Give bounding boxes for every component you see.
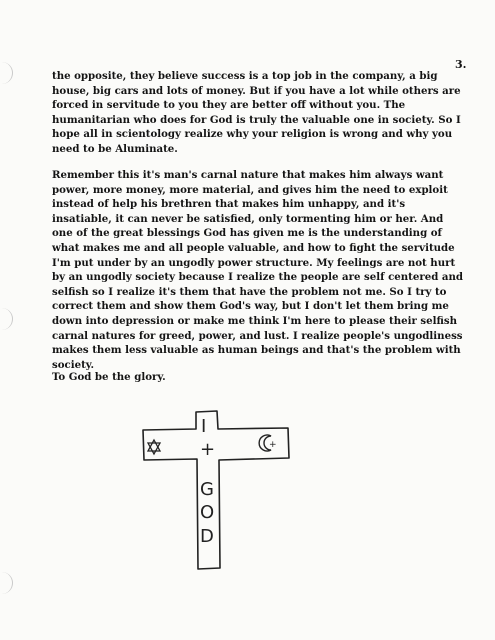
cross-letter: I: [201, 416, 207, 437]
hole-punch-mark: [0, 572, 13, 594]
hole-punch-mark: [0, 308, 13, 330]
paragraph-2: Remember this it's man's carnal nature that makes him always want power, more money, more material, and gives him the need to exploit instead of help his brethren that makes him unhappy, and it's insatiable, it can never be satisfied, only tormenting him or her. And one of the great blessings God has given me is the understanding of what makes me and all people valuable, and how to fight the servitude I'm put under by an ungodly power structure. My feelings are not hurt by an ungodly society because I realize the people are self centered and selfish so I realize it's them that have the problem not me. So I try to correct them and show them God's way, but I don't let them bring me down into depression or make me think I'm here to please their selfish carnal natures for greed, power, and lust. I realize people's ungodliness makes them less valuable as human beings and that's the problem with society.: [52, 169, 463, 371]
svg-text:+: +: [269, 440, 277, 450]
hole-punch-mark: [0, 62, 13, 84]
cross-drawing: [130, 400, 330, 600]
star-of-david-icon: [148, 440, 160, 454]
paragraph-1: the opposite, they believe success is a top job in the company, a big house, big cars and lots of money. But if you have a lot while others are forced in servitude to you they are better off without you. The humanitarian who does for God is truly the valuable one in society. So I hope all in scientology realize why your religion is wrong and why you need to be Aluminate.: [52, 70, 461, 155]
cross-letter: +: [200, 439, 216, 460]
closing-line: To God be the glory.: [52, 371, 166, 383]
cross-letter: D: [200, 526, 214, 547]
cross-letter: G: [200, 479, 214, 500]
page-number: 3.: [455, 58, 467, 71]
crescent-star-icon: [259, 435, 276, 451]
cross-letter: O: [200, 502, 215, 523]
